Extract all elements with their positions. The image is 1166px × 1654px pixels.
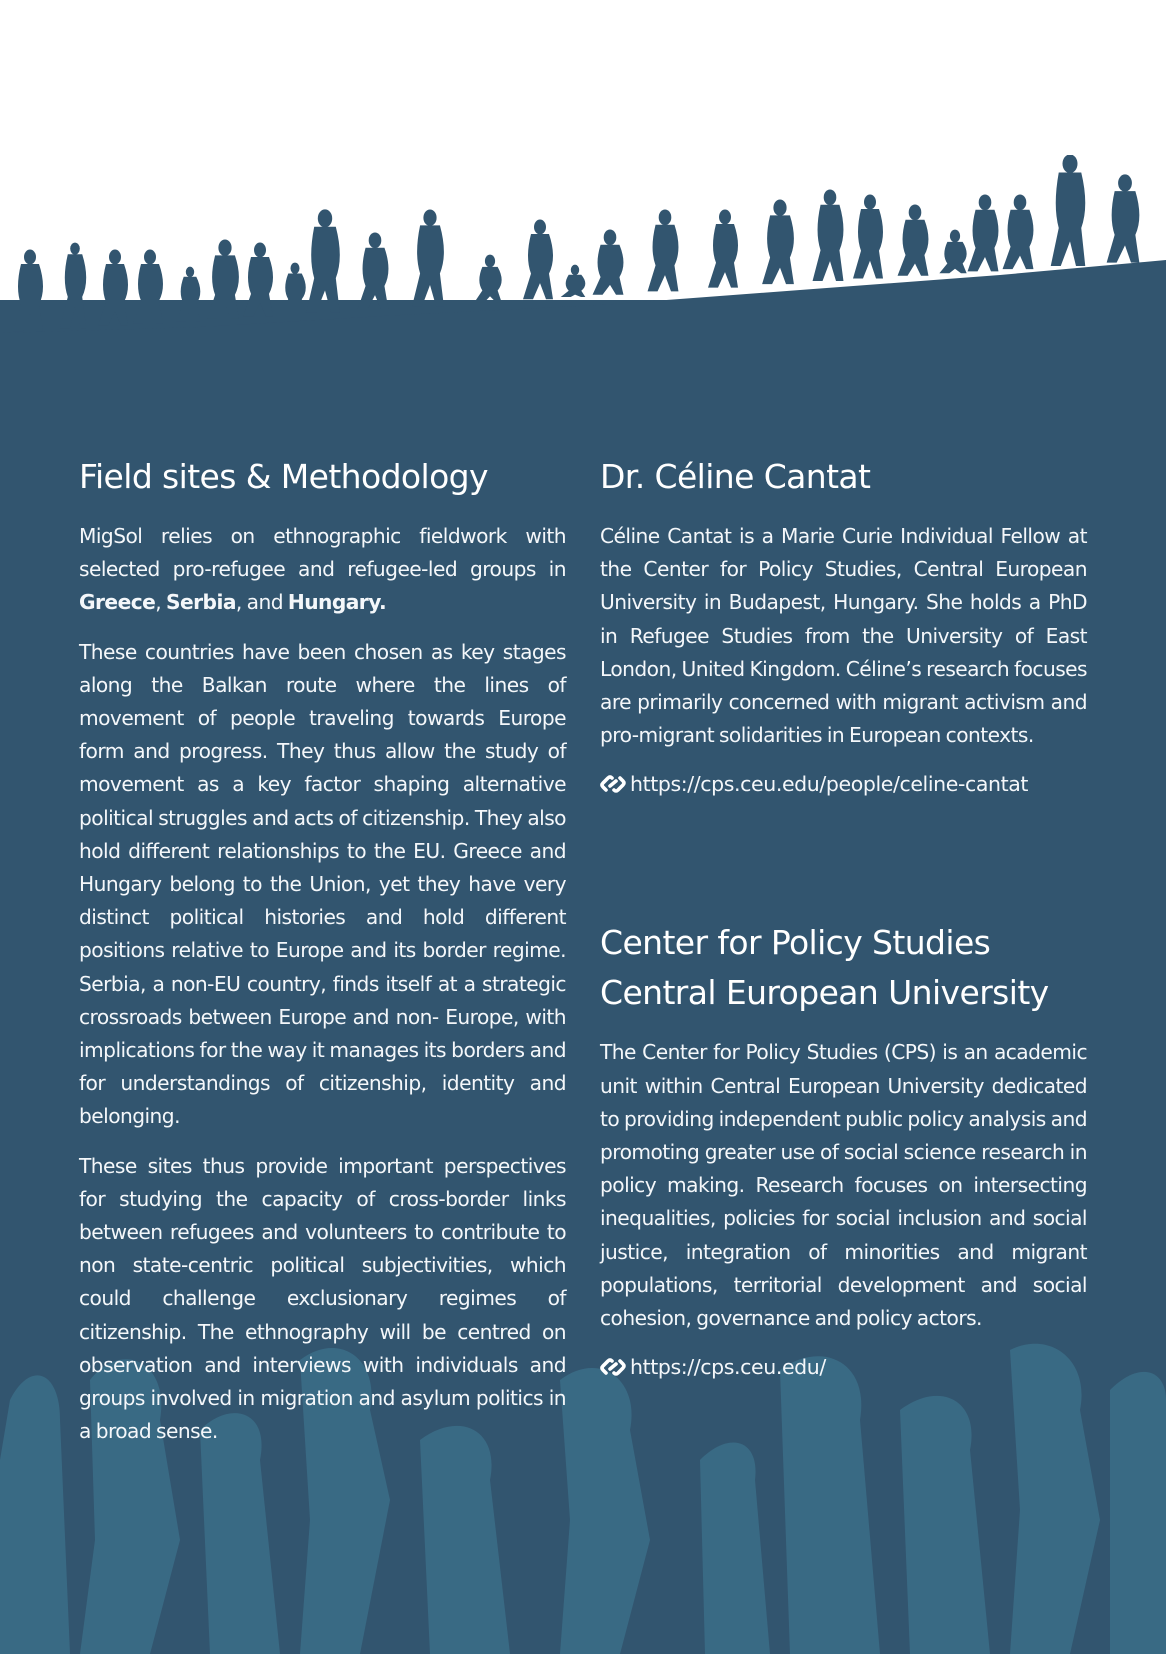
figure-body (60, 254, 86, 328)
figure-head (571, 265, 579, 276)
figure-body (358, 248, 389, 310)
figure-head (659, 209, 672, 225)
figure-body (133, 264, 163, 324)
cps-website-link[interactable] (600, 1351, 1087, 1383)
period: . (378, 590, 387, 615)
cps-heading-line2: Central European University (600, 973, 1049, 1013)
figure-body (280, 274, 306, 315)
figure-head (773, 199, 786, 216)
figure-head (144, 250, 156, 265)
figure-head (70, 243, 80, 255)
figure-head (719, 210, 731, 225)
researcher-profile-url[interactable]: https://cps.ceu.edu/people/celine-cantat (630, 772, 1029, 797)
figure-body (1107, 191, 1140, 262)
figure-head (979, 194, 992, 210)
researcher-name-heading: Dr. Céline Cantat (600, 457, 871, 496)
figure-body (1003, 210, 1034, 269)
figure-body (207, 255, 239, 319)
intro-text: MigSol relies on ethnographic fieldwork with selected pro-refugee and refugee-led groups in (79, 524, 566, 582)
cps-description: The Center for Policy Studies (CPS) is an academic unit within Central European University dedicated to providing independent public policy analysis and promoting greater use of social science research in policy making. Research focuses on intersecting inequalities, policies for social inclusion and social justice, integration of minorities and migrant populations, territorial development and social cohesion, governance and policy actors. (600, 1040, 1087, 1331)
figure-head (485, 255, 495, 268)
cps-section (600, 918, 1087, 1383)
figure-head (369, 232, 382, 248)
figure-body (243, 257, 273, 317)
figure-head (909, 204, 922, 220)
sites-paragraph: These sites thus provide important perspectives for studying the capacity of cross-border links between refugees and volunteers to contribute to non state-centric political subjectivities, which could challenge exclusionary regimes of citizenship. The ethnography will be centred on observation and interviews with individuals and groups involved in migration and asylum politics in a broad sense. (79, 1153, 566, 1444)
countries-paragraph: These countries have been chosen as key stages along the Balkan route where the lines of movement of people traveling towards Europe form and progress. They thus allow the study of movement as a key factor shaping alternative political struggles and acts of citizenship. They also hold different relationships to the EU. Greece and Hungary belong to the Union, yet they have very distinct political histories and hold different positions relative to Europe and its border regime. Serbia, a non-EU country, finds itself at a strategic crossroads between Europe and non- Europe, with implications for the way it manages its borders and for understandings of citizenship, identity and belonging. (79, 639, 566, 1129)
figure-head (1014, 194, 1027, 210)
figure-body (898, 220, 929, 276)
figure-head (109, 250, 121, 265)
figure-body (968, 210, 999, 272)
researcher-profile-link[interactable] (600, 768, 1087, 800)
figure-body (593, 245, 624, 295)
figure-head (824, 189, 837, 205)
researcher-section (600, 452, 1087, 800)
figure-body (13, 264, 43, 331)
figure-body (412, 225, 444, 306)
figure-head (604, 229, 617, 245)
figure-body (762, 215, 794, 284)
cps-heading (600, 918, 1087, 1018)
figure-head (864, 195, 876, 210)
figure-body (474, 267, 501, 302)
separator: , and (235, 590, 288, 615)
figure-head (423, 209, 436, 226)
researcher-bio: Céline Cantat is a Marie Curie Individual Fellow at the Center for Policy Studies, Central European University in Budapest, Hungary. She holds a PhD in Refugee Studies from the University of East London, United Kingdom. Céline’s research focuses are primarily concerned with migrant activism and pro-migrant solidarities in European contexts. (600, 524, 1087, 748)
figure-head (534, 220, 546, 235)
field-sites-section (79, 452, 566, 1464)
figure-body (561, 275, 586, 297)
figure-body (648, 225, 679, 292)
figure-head (1118, 174, 1132, 191)
migrants-silhouette-illustration (0, 155, 1166, 370)
figure-body (1051, 173, 1086, 267)
figure-head (218, 239, 231, 256)
figure-body (939, 242, 966, 273)
figure-head (318, 209, 332, 227)
spacer (600, 800, 1087, 918)
figure-body (306, 227, 340, 313)
separator: , (155, 590, 167, 615)
cps-website-url[interactable]: https://cps.ceu.edu/ (630, 1355, 826, 1380)
figure-body (523, 234, 553, 299)
figure-body (176, 277, 201, 321)
country-greece: Greece (79, 590, 156, 615)
country-serbia: Serbia (166, 590, 236, 615)
figure-body (853, 209, 883, 279)
link-icon (600, 773, 626, 795)
right-column (600, 452, 1087, 1383)
country-hungary: Hungary (287, 590, 379, 615)
cps-heading-line1: Center for Policy Studies (600, 923, 991, 963)
figure-head (254, 243, 266, 258)
figure-body (813, 205, 844, 281)
figure-head (950, 230, 960, 243)
figure-head (24, 250, 36, 265)
figure-body (98, 264, 128, 326)
figure-head (186, 267, 194, 278)
link-icon (600, 1356, 626, 1378)
section-heading: Field sites & Methodology (79, 457, 488, 496)
figure-head (291, 263, 300, 274)
figure-head (1063, 155, 1078, 173)
figure-body (708, 224, 738, 288)
intro-paragraph (79, 520, 566, 620)
